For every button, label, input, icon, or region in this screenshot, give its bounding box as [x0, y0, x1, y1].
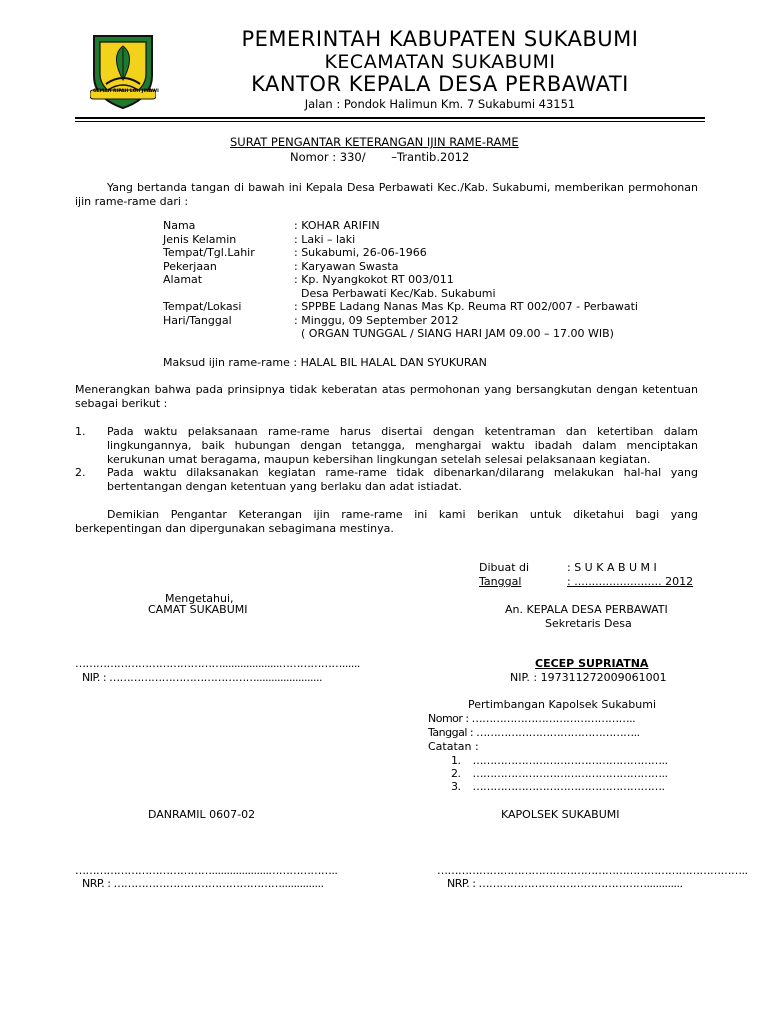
catatan-item: 2. ……………………………………………….. [451, 767, 668, 780]
catatan-item: 3. ………………………………………………. [451, 780, 665, 793]
kapolsek-tanggal: Tanggal : ……………………………………….. [428, 726, 640, 739]
letter-number: Nomor : 330/ –Trantib.2012 [290, 150, 470, 164]
sekdes-title: Sekretaris Desa [545, 617, 632, 630]
header-government: PEMERINTAH KABUPATEN SUKABUMI [241, 27, 639, 51]
dibuat-label: Dibuat di [479, 561, 530, 574]
header-district: KECAMATAN SUKABUMI [324, 51, 556, 73]
header-rule-thin [75, 121, 705, 122]
condition-item: 1. Pada waktu pelaksanaan rame-rame harus disertai dengan ketentraman dan ketertiban dalam lingkungannya, baik hubungan dengan tetangga, menghargai waktu ibadah dalam menciptakan kerukunan umat beragama, maupun kebersihan lingkungan setelah selesai pelaksanaan kegiatan. [75, 425, 698, 466]
kapolsek-signature-line: …………………………………………………………………………….. [437, 864, 748, 877]
kapolsek-catatan: Catatan : [428, 740, 479, 753]
closing-paragraph: Demikian Pengantar Keterangan ijin rame-rame ini kami berikan untuk diketahui bagi yang berkepentingan dan dipergunakan sebagimana mestinya. [75, 508, 698, 535]
header-rule-thick [75, 117, 705, 119]
menerangkan-paragraph: Menerangkan bahwa pada prinsipnya tidak keberatan atas permohonan yang bersangkutan dengan ketentuan sebagai berikut : [75, 383, 698, 410]
an-kepala-desa: An. KEPALA DESA PERBAWATI [505, 603, 668, 616]
letter-title: SURAT PENGANTAR KETERANGAN IJIN RAME-RAME [230, 135, 519, 149]
dibuat-value: : S U K A B U M I [567, 561, 657, 574]
camat-nip: NIP. : ……………………………………...................... [82, 671, 323, 684]
danramil-nrp: NRP. : ………………………………………….............. [82, 877, 324, 890]
kapolsek-title: KAPOLSEK SUKABUMI [501, 808, 620, 821]
danramil-title: DANRAMIL 0607-02 [148, 808, 256, 821]
kapolsek-nrp: NRP. : …………………………………………............ [447, 877, 683, 890]
mengetahui-label: Mengetahui, [165, 592, 234, 605]
condition-item: 2. Pada waktu dilaksanakan kegiatan rame-rame tidak dibenarkan/dilarang melakukan hal-hal yang bertentangan dengan ketentuan yang berlaku dan adat istiadat. [75, 466, 698, 493]
header-address: Jalan : Pondok Halimun Km. 7 Sukabumi 43151 [304, 97, 576, 111]
tanggal-label: Tanggal [479, 575, 522, 588]
kapolsek-nomor: Nomor : ……………………………………….. [428, 712, 636, 725]
catatan-item: 1. ……………………………………………….. [451, 754, 668, 767]
intro-paragraph: Yang bertanda tangan di bawah ini Kepala Desa Perbawati Kec./Kab. Sukabumi, memberikan permohonan ijin rame-rame dari : [75, 181, 698, 208]
camat-title: CAMAT SUKABUMI [148, 603, 248, 616]
logo-motto: GEMAH RIPAH LOH JINAWI [93, 89, 159, 94]
sekdes-nip: NIP. : 197311272009061001 [510, 671, 667, 684]
purpose-line: Maksud ijin rame-rame : HALAL BIL HALAL DAN SYUKURAN [163, 356, 487, 369]
danramil-signature-line: …………………………………...................……………….. [75, 864, 338, 877]
header-office: KANTOR KEPALA DESA PERBAWATI [251, 72, 629, 96]
tanggal-value: : ......................... 2012 [567, 575, 694, 588]
kabupaten-logo [90, 32, 159, 110]
kapolsek-heading: Pertimbangan Kapolsek Sukabumi [468, 698, 656, 711]
sekdes-name: CECEP SUPRIATNA [535, 657, 649, 670]
camat-signature-line: ……………………………………...................………………...... [75, 657, 360, 670]
